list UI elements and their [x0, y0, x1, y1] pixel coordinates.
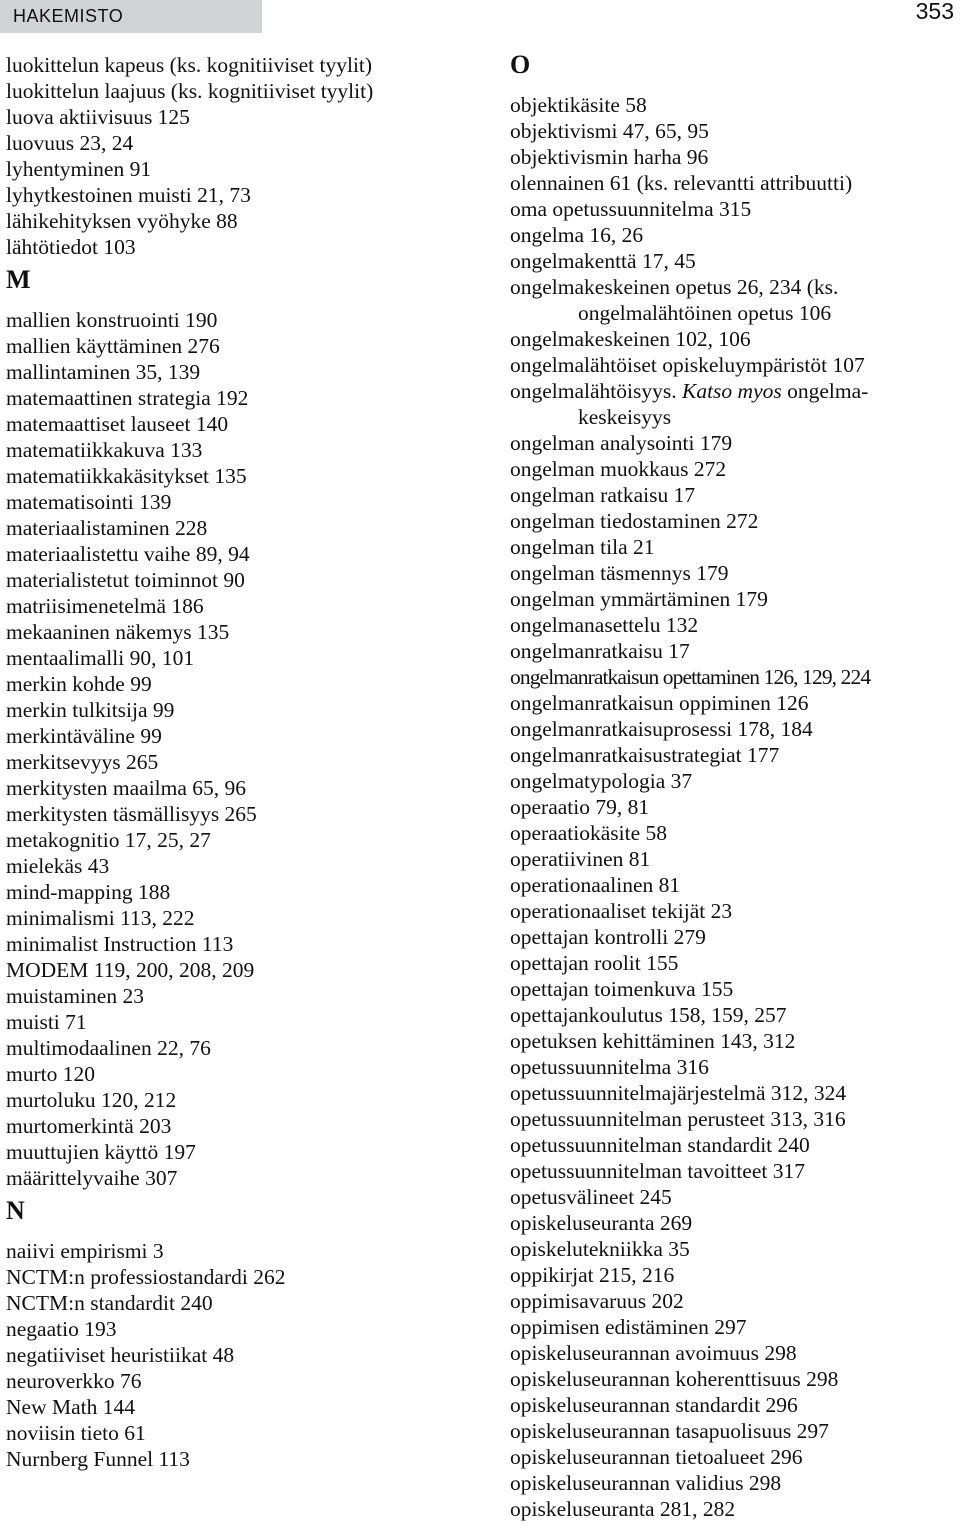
index-entry: opetusvälineet 245: [510, 1185, 672, 1209]
index-entry: opettajan toimenkuva 155: [510, 977, 734, 1001]
section-m-entries: [6, 307, 486, 1191]
index-entry: opettajankoulutus 158, 159, 257: [510, 1003, 787, 1027]
index-entry: opetussuunnitelman tavoitteet 317: [510, 1159, 805, 1183]
index-entry-continuation: keskeisyys: [578, 405, 672, 429]
index-entry: murto 120: [6, 1062, 95, 1086]
index-entry: operaatio 79, 81: [510, 795, 650, 819]
index-entry: negatiiviset heuristiikat 48: [6, 1343, 235, 1367]
index-entry: opiskeluseurannan avoimuus 298: [510, 1341, 797, 1365]
index-entry: materiaalistaminen 228: [6, 516, 208, 540]
index-entry: luokittelun kapeus (ks. kognitiiviset tyylit): [6, 53, 373, 77]
index-entry: opiskeluseurannan tietoalueet 296: [510, 1445, 803, 1469]
index-entry: luokittelun laajuus (ks. kognitiiviset tyylit): [6, 79, 374, 103]
index-entry: muisti 71: [6, 1010, 87, 1034]
index-entry: ongelman analysointi 179: [510, 431, 733, 455]
index-entry: NCTM:n professiostandardi 262: [6, 1265, 286, 1289]
index-entry: oppimisavaruus 202: [510, 1289, 684, 1313]
index-entry: luovuus 23, 24: [6, 131, 134, 155]
left-top-entries: [6, 52, 486, 260]
index-entry: ongelmanratkaisu 17: [510, 639, 690, 663]
index-entry: opiskeluseurannan validius 298: [510, 1471, 782, 1495]
index-entry: opetuksen kehittäminen 143, 312: [510, 1029, 796, 1053]
index-entry: ongelman muokkaus 272: [510, 457, 727, 481]
index-entry: noviisin tieto 61: [6, 1421, 146, 1445]
index-column-left: [6, 52, 486, 1472]
index-entry: oppikirjat 215, 216: [510, 1263, 675, 1287]
index-entry: objektivismin harha 96: [510, 145, 709, 169]
index-entry: mallintaminen 35, 139: [6, 360, 201, 384]
index-entry: minimalismi 113, 222: [6, 906, 195, 930]
index-entry: ongelmakeskeinen opetus 26, 234 (ks.: [510, 275, 839, 299]
index-entry: merkitsevyys 265: [6, 750, 159, 774]
index-entry: luova aktiivisuus 125: [6, 105, 190, 129]
index-entry-continuation: ongelmalähtöinen opetus 106: [578, 301, 832, 325]
index-entry: NCTM:n standardit 240: [6, 1291, 213, 1315]
index-entry: mallien käyttäminen 276: [6, 334, 220, 358]
index-entry: ongelman täsmennys 179: [510, 561, 729, 585]
index-entry: oppimisen edistäminen 297: [510, 1315, 747, 1339]
index-entry: merkin kohde 99: [6, 672, 152, 696]
index-entry: ongelmanratkaisun oppiminen 126: [510, 691, 809, 715]
index-entry: MODEM 119, 200, 208, 209: [6, 958, 255, 982]
index-entry: New Math 144: [6, 1395, 135, 1419]
index-entry: opiskeluseurannan koherenttisuus 298: [510, 1367, 839, 1391]
index-entry: operaatiokäsite 58: [510, 821, 668, 845]
index-entry: mind-mapping 188: [6, 880, 171, 904]
index-entry: mentaalimalli 90, 101: [6, 646, 195, 670]
page-number: 353: [915, 0, 954, 24]
index-entry: merkintäväline 99: [6, 724, 162, 748]
index-entry: muistaminen 23: [6, 984, 144, 1008]
index-entry: naiivi empirismi 3: [6, 1239, 164, 1263]
see-also-label: Katso myos: [681, 379, 782, 403]
index-entry: materialistetut toiminnot 90: [6, 568, 245, 592]
index-entry: lähikehityksen vyöhyke 88: [6, 209, 238, 233]
index-entry: opetussuunnitelman perusteet 313, 316: [510, 1107, 846, 1131]
section-n-entries: [6, 1238, 486, 1472]
section-letter-n: N: [6, 1196, 25, 1225]
index-entry: matemaattinen strategia 192: [6, 386, 249, 410]
index-entry: murtoluku 120, 212: [6, 1088, 177, 1112]
index-entry: ongelma 16, 26: [510, 223, 644, 247]
index-entry: matematiikkakuva 133: [6, 438, 203, 462]
index-entry: negaatio 193: [6, 1317, 117, 1341]
page-header: [0, 0, 960, 38]
index-column-right: [510, 52, 956, 1522]
index-entry: opettajan roolit 155: [510, 951, 679, 975]
index-entry: ongelmalähtöiset opiskeluympäristöt 107: [510, 353, 865, 377]
section-letter-m: M: [6, 265, 31, 294]
index-entry: materiaalistettu vaihe 89, 94: [6, 542, 250, 566]
index-entry: matematisointi 139: [6, 490, 172, 514]
index-entry: metakognitio 17, 25, 27: [6, 828, 211, 852]
index-entry: operationaalinen 81: [510, 873, 681, 897]
index-entry: ongelmakeskeinen 102, 106: [510, 327, 751, 351]
index-entry: olennainen 61 (ks. relevantti attribuutti): [510, 171, 853, 195]
index-entry: neuroverkko 76: [6, 1369, 142, 1393]
index-entry: operatiivinen 81: [510, 847, 651, 871]
index-entry: ongelmanasettelu 132: [510, 613, 699, 637]
index-entry: ongelmanratkaisuprosessi 178, 184: [510, 717, 813, 741]
index-entry: ongelmanratkaisustrategiat 177: [510, 743, 780, 767]
index-entry: mallien konstruointi 190: [6, 308, 218, 332]
index-entry: ongelman ymmärtäminen 179: [510, 587, 768, 611]
index-entry: ongelman tiedostaminen 272: [510, 509, 759, 533]
section-letter-o: O: [510, 50, 531, 79]
index-entry: objektivismi 47, 65, 95: [510, 119, 709, 143]
index-entry: operationaaliset tekijät 23: [510, 899, 733, 923]
index-entry: opiskeluseuranta 281, 282: [510, 1497, 736, 1521]
index-entry: opetussuunnitelman standardit 240: [510, 1133, 810, 1157]
index-entry: opettajan kontrolli 279: [510, 925, 706, 949]
index-entry: merkin tulkitsija 99: [6, 698, 175, 722]
index-entry: minimalist Instruction 113: [6, 932, 234, 956]
index-entry: ongelman tila 21: [510, 535, 655, 559]
index-entry: mekaaninen näkemys 135: [6, 620, 230, 644]
index-entry: muuttujien käyttö 197: [6, 1140, 196, 1164]
index-entry: ongelmakenttä 17, 45: [510, 249, 696, 273]
see-also-target: ongelma-: [781, 379, 869, 403]
index-entry: lyhentyminen 91: [6, 157, 152, 181]
index-entry: murtomerkintä 203: [6, 1114, 172, 1138]
entry-term: ongelmalähtöisyys.: [510, 379, 682, 403]
index-entry: ongelmanratkaisun opettaminen 126, 129, 224: [510, 665, 871, 689]
index-entry: matriisimenetelmä 186: [6, 594, 204, 618]
index-entry: ongelman ratkaisu 17: [510, 483, 696, 507]
index-entry: opiskeluseurannan standardit 296: [510, 1393, 798, 1417]
index-entry: mielekäs 43: [6, 854, 110, 878]
index-entry: opetussuunnitelma 316: [510, 1055, 709, 1079]
index-entry: merkitysten maailma 65, 96: [6, 776, 247, 800]
index-entry-see-also: [510, 378, 956, 404]
section-o-entries: [510, 92, 956, 1522]
index-entry: lyhytkestoinen muisti 21, 73: [6, 183, 251, 207]
index-entry: oma opetussuunnitelma 315: [510, 197, 752, 221]
index-entry: määrittelyvaihe 307: [6, 1166, 178, 1190]
index-entry: opiskelutekniikka 35: [510, 1237, 690, 1261]
index-entry: ongelmatypologia 37: [510, 769, 693, 793]
index-entry: opiskeluseurannan tasapuolisuus 297: [510, 1419, 829, 1443]
index-entry: matematiikkakäsitykset 135: [6, 464, 247, 488]
index-entry: opetussuunnitelmajärjestelmä 312, 324: [510, 1081, 847, 1105]
index-entry: objektikäsite 58: [510, 93, 647, 117]
index-entry: Nurnberg Funnel 113: [6, 1447, 190, 1471]
index-entry: merkitysten täsmällisyys 265: [6, 802, 257, 826]
header-bar: [0, 0, 262, 33]
index-entry: multimodaalinen 22, 76: [6, 1036, 211, 1060]
header-title: HAKEMISTO: [13, 6, 124, 26]
index-entry: opiskeluseuranta 269: [510, 1211, 693, 1235]
index-entry: lähtötiedot 103: [6, 235, 136, 259]
index-entry: matemaattiset lauseet 140: [6, 412, 229, 436]
